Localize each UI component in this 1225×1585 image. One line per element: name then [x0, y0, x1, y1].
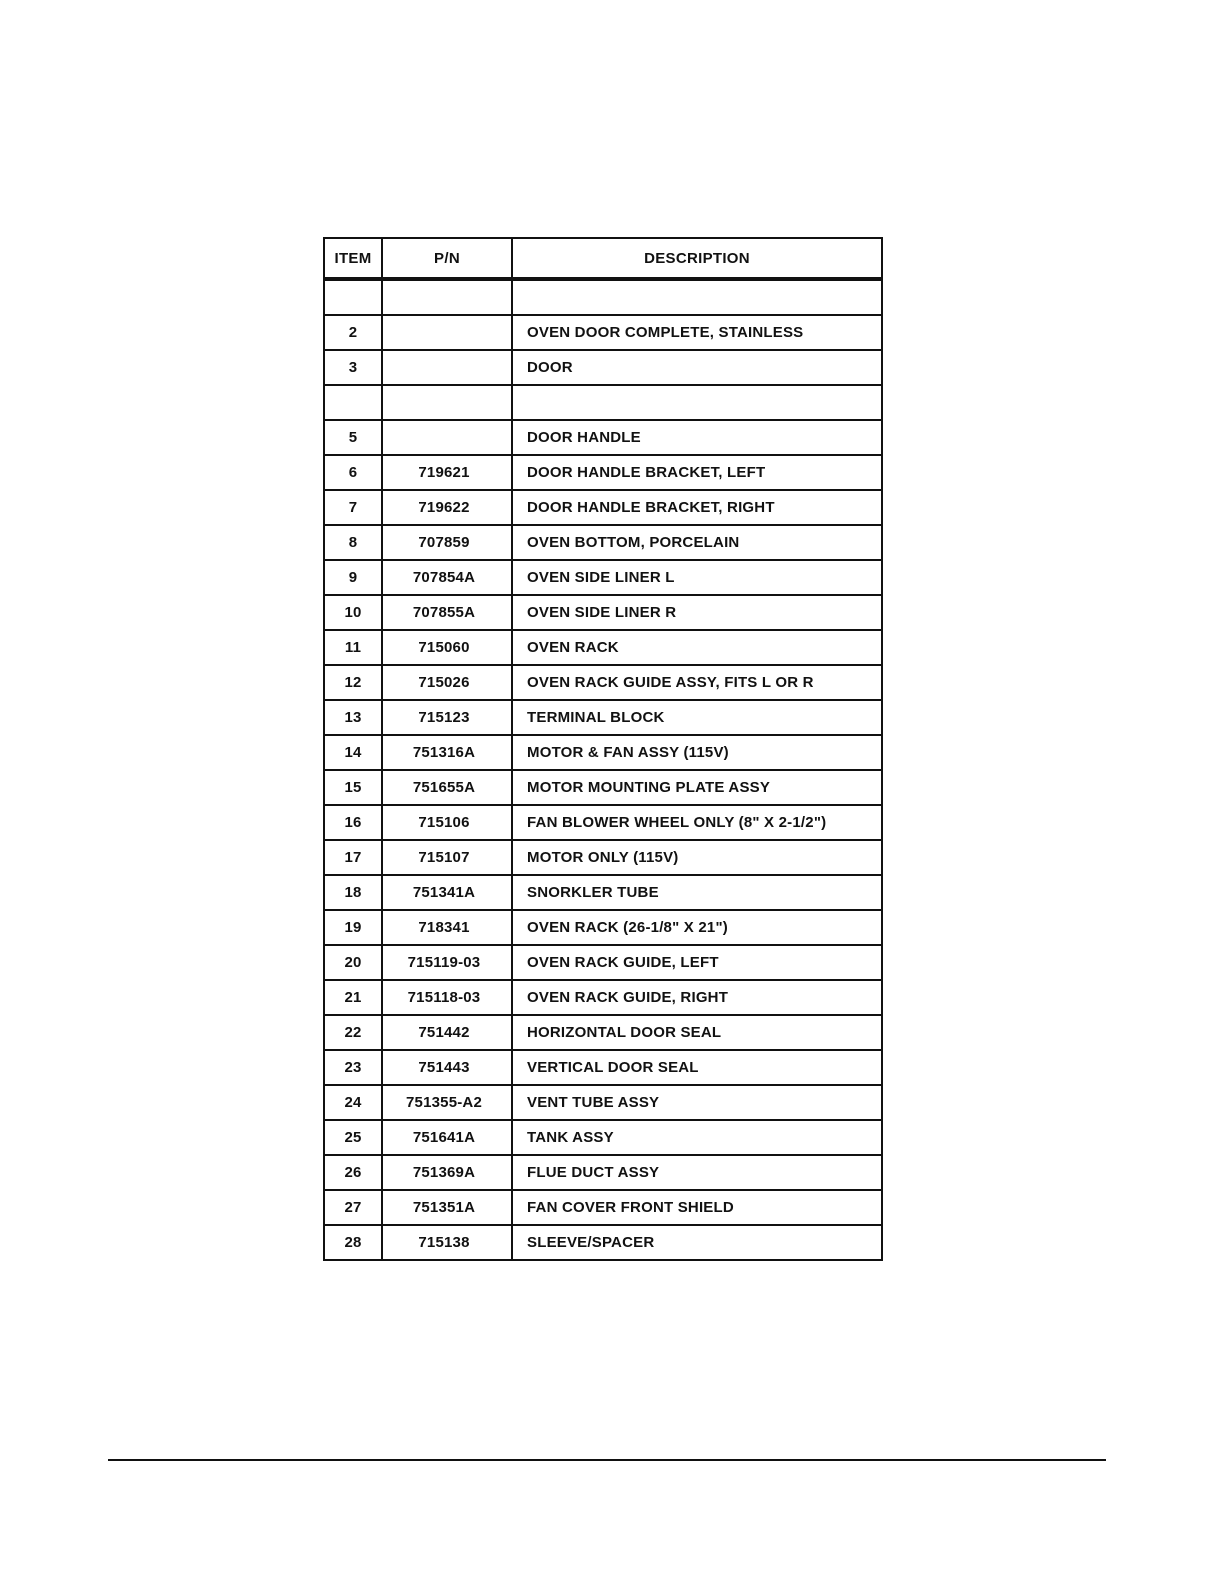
part-number-cell: 751351A — [382, 1190, 512, 1225]
header-part-number: P/N — [382, 238, 512, 279]
table-row — [324, 525, 882, 560]
table-row — [324, 630, 882, 665]
table-row — [324, 1225, 882, 1260]
description-cell: VENT TUBE ASSY — [512, 1085, 882, 1120]
part-number-cell: 715138 — [382, 1225, 512, 1260]
item-number-cell: 20 — [324, 945, 382, 980]
description-cell: FAN COVER FRONT SHIELD — [512, 1190, 882, 1225]
description-cell — [512, 279, 882, 315]
table-row — [324, 420, 882, 455]
item-number-cell: 3 — [324, 350, 382, 385]
description-cell: OVEN RACK GUIDE ASSY, FITS L OR R — [512, 665, 882, 700]
description-cell: DOOR HANDLE — [512, 420, 882, 455]
part-number-cell — [382, 315, 512, 350]
part-number-cell: 715118-03 — [382, 980, 512, 1015]
item-number-cell: 15 — [324, 770, 382, 805]
description-cell: OVEN SIDE LINER L — [512, 560, 882, 595]
table-row — [324, 279, 882, 315]
description-cell: HORIZONTAL DOOR SEAL — [512, 1015, 882, 1050]
table-row — [324, 1015, 882, 1050]
table-row — [324, 805, 882, 840]
table-row — [324, 945, 882, 980]
part-number-cell: 707859 — [382, 525, 512, 560]
description-cell: SLEEVE/SPACER — [512, 1225, 882, 1260]
item-number-cell: 24 — [324, 1085, 382, 1120]
description-cell: MOTOR MOUNTING PLATE ASSY — [512, 770, 882, 805]
part-number-cell: 718341 — [382, 910, 512, 945]
part-number-cell: 707854A — [382, 560, 512, 595]
table-row — [324, 385, 882, 420]
table-row — [324, 315, 882, 350]
item-number-cell: 19 — [324, 910, 382, 945]
description-cell: OVEN RACK GUIDE, LEFT — [512, 945, 882, 980]
part-number-cell: 751641A — [382, 1120, 512, 1155]
table-row — [324, 980, 882, 1015]
description-cell: DOOR HANDLE BRACKET, LEFT — [512, 455, 882, 490]
table-row — [324, 595, 882, 630]
item-number-cell: 7 — [324, 490, 382, 525]
description-cell: OVEN RACK — [512, 630, 882, 665]
item-number-cell: 26 — [324, 1155, 382, 1190]
part-number-cell: 715123 — [382, 700, 512, 735]
part-number-cell: 751355-A2 — [382, 1085, 512, 1120]
part-number-cell — [382, 385, 512, 420]
table-row — [324, 1190, 882, 1225]
part-number-cell: 751316A — [382, 735, 512, 770]
part-number-cell: 751655A — [382, 770, 512, 805]
table-row — [324, 350, 882, 385]
item-number-cell: 28 — [324, 1225, 382, 1260]
table-row — [324, 770, 882, 805]
parts-table — [323, 237, 883, 1261]
part-number-cell: 715060 — [382, 630, 512, 665]
item-number-cell: 23 — [324, 1050, 382, 1085]
description-cell — [512, 385, 882, 420]
item-number-cell: 25 — [324, 1120, 382, 1155]
item-number-cell: 21 — [324, 980, 382, 1015]
part-number-cell — [382, 350, 512, 385]
table-row — [324, 490, 882, 525]
part-number-cell: 719622 — [382, 490, 512, 525]
description-cell: OVEN RACK GUIDE, RIGHT — [512, 980, 882, 1015]
table-row — [324, 560, 882, 595]
description-cell: OVEN BOTTOM, PORCELAIN — [512, 525, 882, 560]
item-number-cell: 14 — [324, 735, 382, 770]
item-number-cell: 10 — [324, 595, 382, 630]
table-row — [324, 735, 882, 770]
description-cell: MOTOR & FAN ASSY (115V) — [512, 735, 882, 770]
part-number-cell — [382, 279, 512, 315]
table-row — [324, 910, 882, 945]
item-number-cell: 6 — [324, 455, 382, 490]
parts-table-body — [324, 279, 882, 1260]
description-cell: TANK ASSY — [512, 1120, 882, 1155]
item-number-cell: 13 — [324, 700, 382, 735]
header-description: DESCRIPTION — [512, 238, 882, 279]
item-number-cell: 22 — [324, 1015, 382, 1050]
item-number-cell — [324, 279, 382, 315]
item-number-cell: 27 — [324, 1190, 382, 1225]
part-number-cell: 751369A — [382, 1155, 512, 1190]
table-row — [324, 875, 882, 910]
description-cell: MOTOR ONLY (115V) — [512, 840, 882, 875]
header-row — [324, 238, 882, 279]
part-number-cell: 715106 — [382, 805, 512, 840]
table-row — [324, 1155, 882, 1190]
description-cell: DOOR — [512, 350, 882, 385]
part-number-cell: 751443 — [382, 1050, 512, 1085]
description-cell: SNORKLER TUBE — [512, 875, 882, 910]
part-number-cell: 715119-03 — [382, 945, 512, 980]
description-cell: FLUE DUCT ASSY — [512, 1155, 882, 1190]
table-row — [324, 1050, 882, 1085]
description-cell: FAN BLOWER WHEEL ONLY (8" X 2-1/2") — [512, 805, 882, 840]
item-number-cell: 17 — [324, 840, 382, 875]
header-item: ITEM — [324, 238, 382, 279]
item-number-cell: 11 — [324, 630, 382, 665]
part-number-cell: 715026 — [382, 665, 512, 700]
item-number-cell: 12 — [324, 665, 382, 700]
table-row — [324, 455, 882, 490]
item-number-cell: 2 — [324, 315, 382, 350]
table-row — [324, 700, 882, 735]
table-row — [324, 840, 882, 875]
part-number-cell: 751442 — [382, 1015, 512, 1050]
table-row — [324, 1120, 882, 1155]
table-row — [324, 1085, 882, 1120]
item-number-cell: 16 — [324, 805, 382, 840]
item-number-cell — [324, 385, 382, 420]
part-number-cell: 751341A — [382, 875, 512, 910]
item-number-cell: 18 — [324, 875, 382, 910]
description-cell: TERMINAL BLOCK — [512, 700, 882, 735]
footer-divider — [108, 1459, 1106, 1461]
description-cell: OVEN DOOR COMPLETE, STAINLESS — [512, 315, 882, 350]
description-cell: OVEN RACK (26-1/8" X 21") — [512, 910, 882, 945]
item-number-cell: 9 — [324, 560, 382, 595]
part-number-cell: 707855A — [382, 595, 512, 630]
description-cell: OVEN SIDE LINER R — [512, 595, 882, 630]
part-number-cell: 715107 — [382, 840, 512, 875]
item-number-cell: 5 — [324, 420, 382, 455]
part-number-cell — [382, 420, 512, 455]
part-number-cell: 719621 — [382, 455, 512, 490]
description-cell: DOOR HANDLE BRACKET, RIGHT — [512, 490, 882, 525]
table-row — [324, 665, 882, 700]
item-number-cell: 8 — [324, 525, 382, 560]
description-cell: VERTICAL DOOR SEAL — [512, 1050, 882, 1085]
